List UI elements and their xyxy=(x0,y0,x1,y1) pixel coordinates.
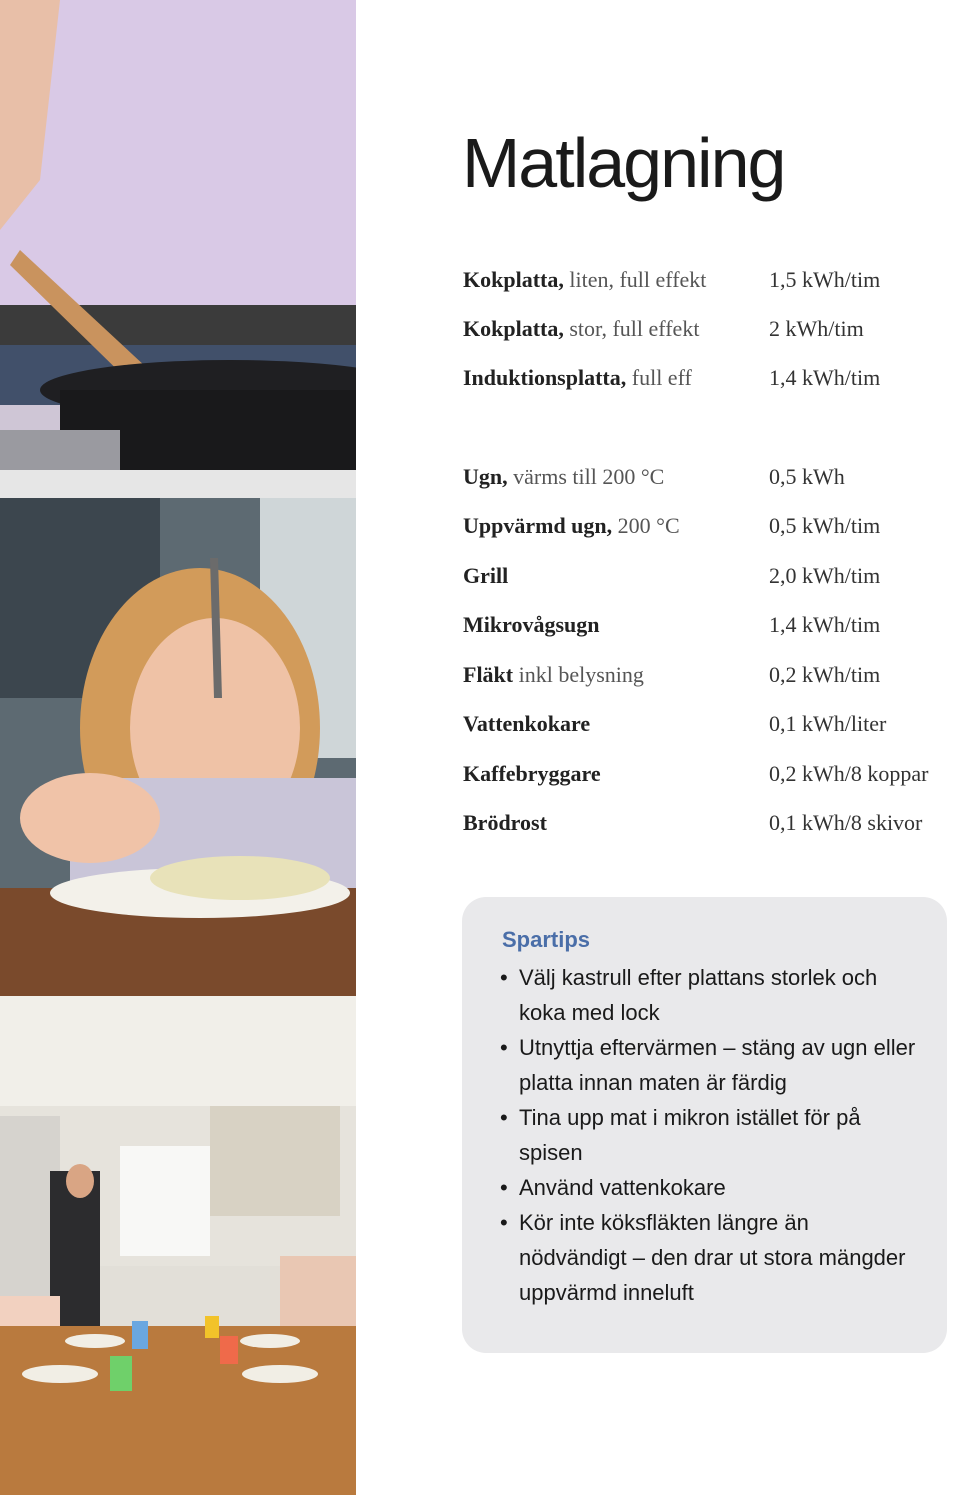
appliance-row xyxy=(463,808,960,838)
tips-heading: Spartips xyxy=(502,927,591,952)
tip-item: • Tina upp mat i mikron istället för på spisen xyxy=(500,1100,920,1170)
appliance-value: 0,2 kWh/8 koppar xyxy=(769,761,929,786)
appliance-value: 2 kWh/tim xyxy=(769,316,864,341)
appliance-name: Kaffebryggare xyxy=(463,761,601,786)
tip-item: • Använd vattenkokare xyxy=(500,1170,920,1205)
appliance-row xyxy=(463,462,960,492)
appliance-name: Uppvärmd ugn, xyxy=(463,513,613,538)
tip-item: • Utnyttja eftervärmen – stäng av ugn eller platta innan maten är färdig xyxy=(500,1030,920,1100)
appliance-value: 1,4 kWh/tim xyxy=(769,365,881,390)
appliance-row xyxy=(463,561,960,591)
appliance-name: Kokplatta, xyxy=(463,267,564,292)
appliance-value: 1,4 kWh/tim xyxy=(769,612,881,637)
tips-box xyxy=(462,897,947,1353)
appliance-name: Grill xyxy=(463,563,509,588)
appliance-name: Kokplatta, xyxy=(463,316,564,341)
photo-cooking-pan xyxy=(0,0,356,470)
appliance-name: Fläkt xyxy=(463,662,514,687)
tip-item: • Välj kastrull efter plattans storlek och koka med lock xyxy=(500,960,920,1030)
appliance-desc: full eff xyxy=(631,365,692,390)
appliance-desc: 200 °C xyxy=(617,513,680,538)
appliance-desc: värms till 200 °C xyxy=(513,464,665,489)
appliance-desc: stor, full effekt xyxy=(569,316,700,341)
photo-column xyxy=(0,0,356,1495)
appliance-row xyxy=(463,610,960,640)
appliance-name: Ugn, xyxy=(463,464,508,489)
appliance-value: 0,5 kWh/tim xyxy=(769,513,881,538)
appliance-name: Brödrost xyxy=(463,810,547,835)
photo-girl-eating xyxy=(0,498,356,996)
appliance-desc: inkl belysning xyxy=(518,662,644,687)
appliance-value: 2,0 kWh/tim xyxy=(769,563,881,588)
appliance-name: Mikrovågsugn xyxy=(463,612,600,637)
appliance-value: 1,5 kWh/tim xyxy=(769,267,881,292)
photo-family-kitchen xyxy=(0,996,356,1495)
tip-item: • Kör inte köksfläkten längre än nödvändigt – den drar ut stora mängder uppvärmd inneluft xyxy=(500,1205,920,1310)
page-title: Matlagning xyxy=(462,124,785,202)
appliance-row xyxy=(463,265,960,295)
appliance-row xyxy=(463,314,960,344)
appliance-desc: liten, full effekt xyxy=(569,267,707,292)
appliance-value: 0,1 kWh/8 skivor xyxy=(769,810,923,835)
appliance-row xyxy=(463,709,960,739)
photo-divider xyxy=(0,470,356,498)
appliance-name: Vattenkokare xyxy=(463,711,591,736)
appliance-row xyxy=(463,660,960,690)
appliance-row xyxy=(463,759,960,789)
appliance-row xyxy=(463,511,960,541)
appliance-value: 0,2 kWh/tim xyxy=(769,662,881,687)
tips-list xyxy=(500,960,920,1310)
appliance-row xyxy=(463,363,960,393)
appliance-value: 0,5 kWh xyxy=(769,464,845,489)
appliance-name: Induktionsplatta, xyxy=(463,365,627,390)
appliance-value: 0,1 kWh/liter xyxy=(769,711,887,736)
